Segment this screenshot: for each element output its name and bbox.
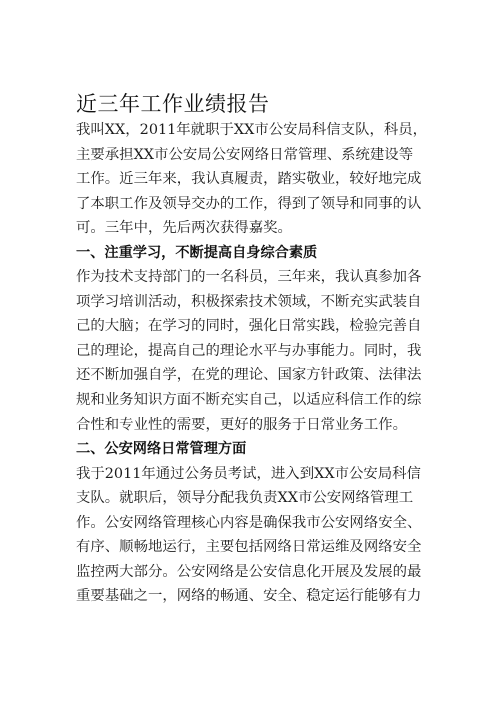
- body-text-line: 支队。就职后，领导分配我负责XX市公安网络管理工: [76, 490, 414, 507]
- body-text-line: 重要基础之一，网络的畅通、安全、稳定运行能够有力: [76, 588, 422, 605]
- body-text-line: 有序、顺畅地运行，主要包括网络日常运维及网络安全: [76, 539, 422, 556]
- body-text-line: 作。公安网络管理核心内容是确保我市公安网络安全、: [76, 514, 422, 531]
- body-text-line: 我于2011年通过公务员考试，进入到XX市公安局科信: [76, 465, 421, 482]
- document-body: [76, 118, 436, 609]
- document-title: 近三年工作业绩报告: [76, 92, 270, 116]
- body-text-line: 主要承担XX市公安局公安网络日常管理、系统建设等: [76, 146, 414, 163]
- body-text-line: 监控两大部分。公安网络是公安信息化开展及发展的最: [76, 563, 422, 580]
- section-heading: 二、公安网络日常管理方面: [76, 441, 247, 458]
- body-text-line: 规和业务知识方面不断充实自己，以适应科信工作的综: [76, 392, 422, 409]
- body-text-line: 合性和专业性的需要，更好的服务于日常业务工作。: [76, 416, 407, 433]
- body-text-line: 己的理论，提高自己的理论水平与办事能力。同时，我: [76, 342, 422, 359]
- body-text-line: 作为技术支持部门的一名科员，三年来，我认真参加各: [76, 269, 422, 286]
- body-text-line: 己的大脑；在学习的同时，强化日常实践，检验完善自: [76, 318, 422, 335]
- body-text-line: 项学习培训活动，积极探索技术领域，不断充实武装自: [76, 293, 422, 310]
- body-text-line: 我叫XX，2011年就职于XX市公安局科信支队，科员，: [76, 122, 428, 138]
- body-text-line: 可。三年中，先后两次获得嘉奖。: [76, 220, 292, 237]
- body-text-line: 还不断加强自学，在党的理论、国家方针政策、法律法: [76, 367, 422, 384]
- section-heading: 一、注重学习，不断提高自身综合素质: [76, 244, 318, 261]
- body-text-line: 工作。近三年来，我认真履责，踏实敬业，较好地完成: [76, 171, 422, 188]
- body-text-line: 了本职工作及领导交办的工作，得到了领导和同事的认: [76, 195, 422, 212]
